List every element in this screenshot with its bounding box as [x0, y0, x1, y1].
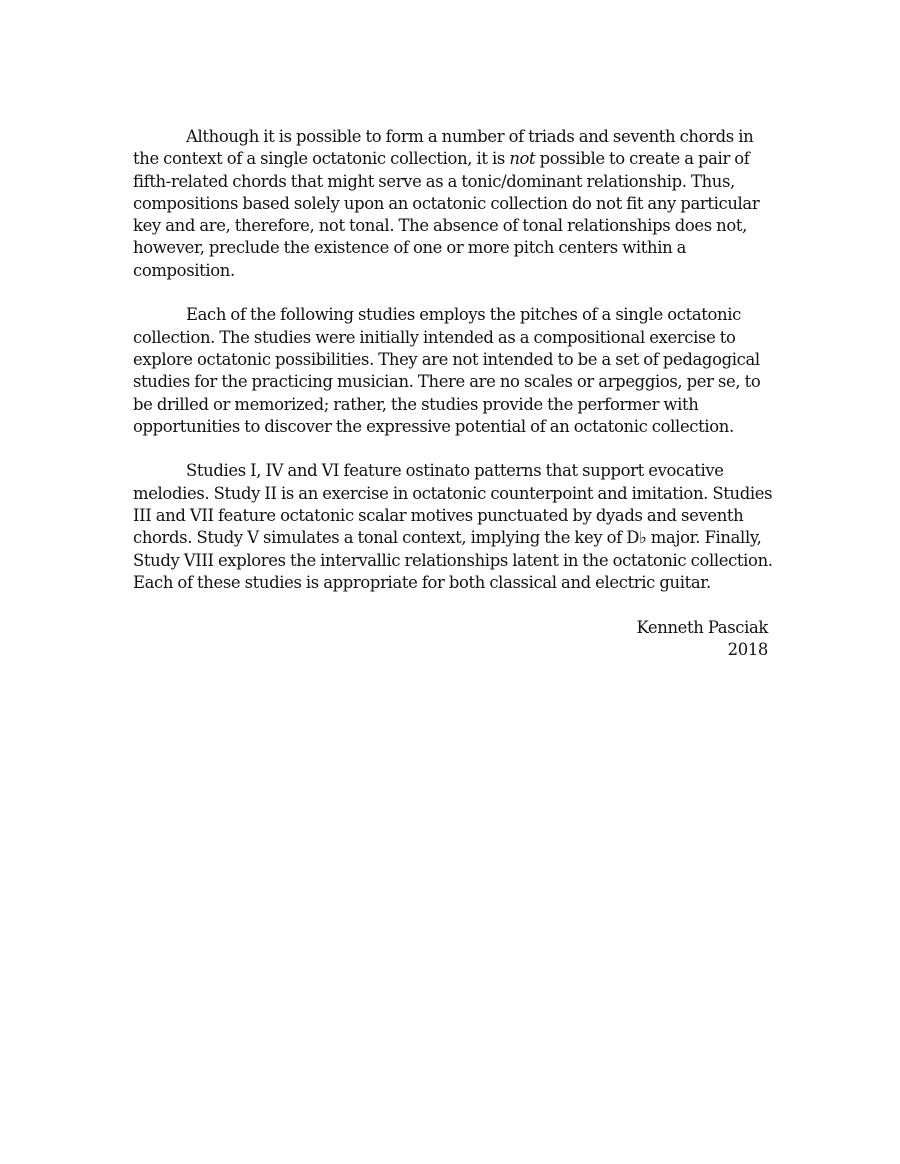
publication-year: 2018: [727, 639, 768, 659]
signature-block: [133, 617, 773, 662]
document-page: [133, 126, 773, 661]
paragraph-purpose: Each of the following studies employs the pitches of a single octatonic collection. The studies were initially intended as a compositional exercise to explore octatonic possibilities. They are not intended to be a set of pedagogical studies for the practicing musician. There are no scales or arpeggios, per se, to be drilled or memorized; rather, the studies provide the performer with opportunities to discover the expressive potential of an octatonic collection.: [133, 305, 761, 436]
paragraph-intro-text-start: Although it is possible to form a number of triads and seventh chords in the context of a single octatonic collection, it is: [133, 127, 754, 169]
author-name: Kenneth Pasciak: [636, 617, 768, 637]
emphasis-not: not: [509, 149, 536, 169]
paragraph-studies-overview: Studies I, IV and VI feature ostinato patterns that support evocative melodies. Study II is an exercise in octatonic counterpoint and imitation. Studies III and VII feature octatonic scalar motives punctuated by dyads and seventh chords. Study V simulates a tonal context, implying the key of D♭ major. Finally, Study VIII explores the intervallic relationships latent in the octatonic collection. Each of these studies is appropriate for both classical and electric guitar.: [133, 461, 773, 592]
paragraph-intro: [133, 126, 773, 282]
paragraph-intro-text-end: possible to create a pair of fifth-related chords that might serve as a tonic/dominant relationship. Thus, compositions based solely upon an octatonic collection do not fit any particular key and are, therefore, not tonal. The absence of tonal relationships does not, however, preclude the existence of one or more pitch centers within a composition.: [133, 149, 760, 280]
